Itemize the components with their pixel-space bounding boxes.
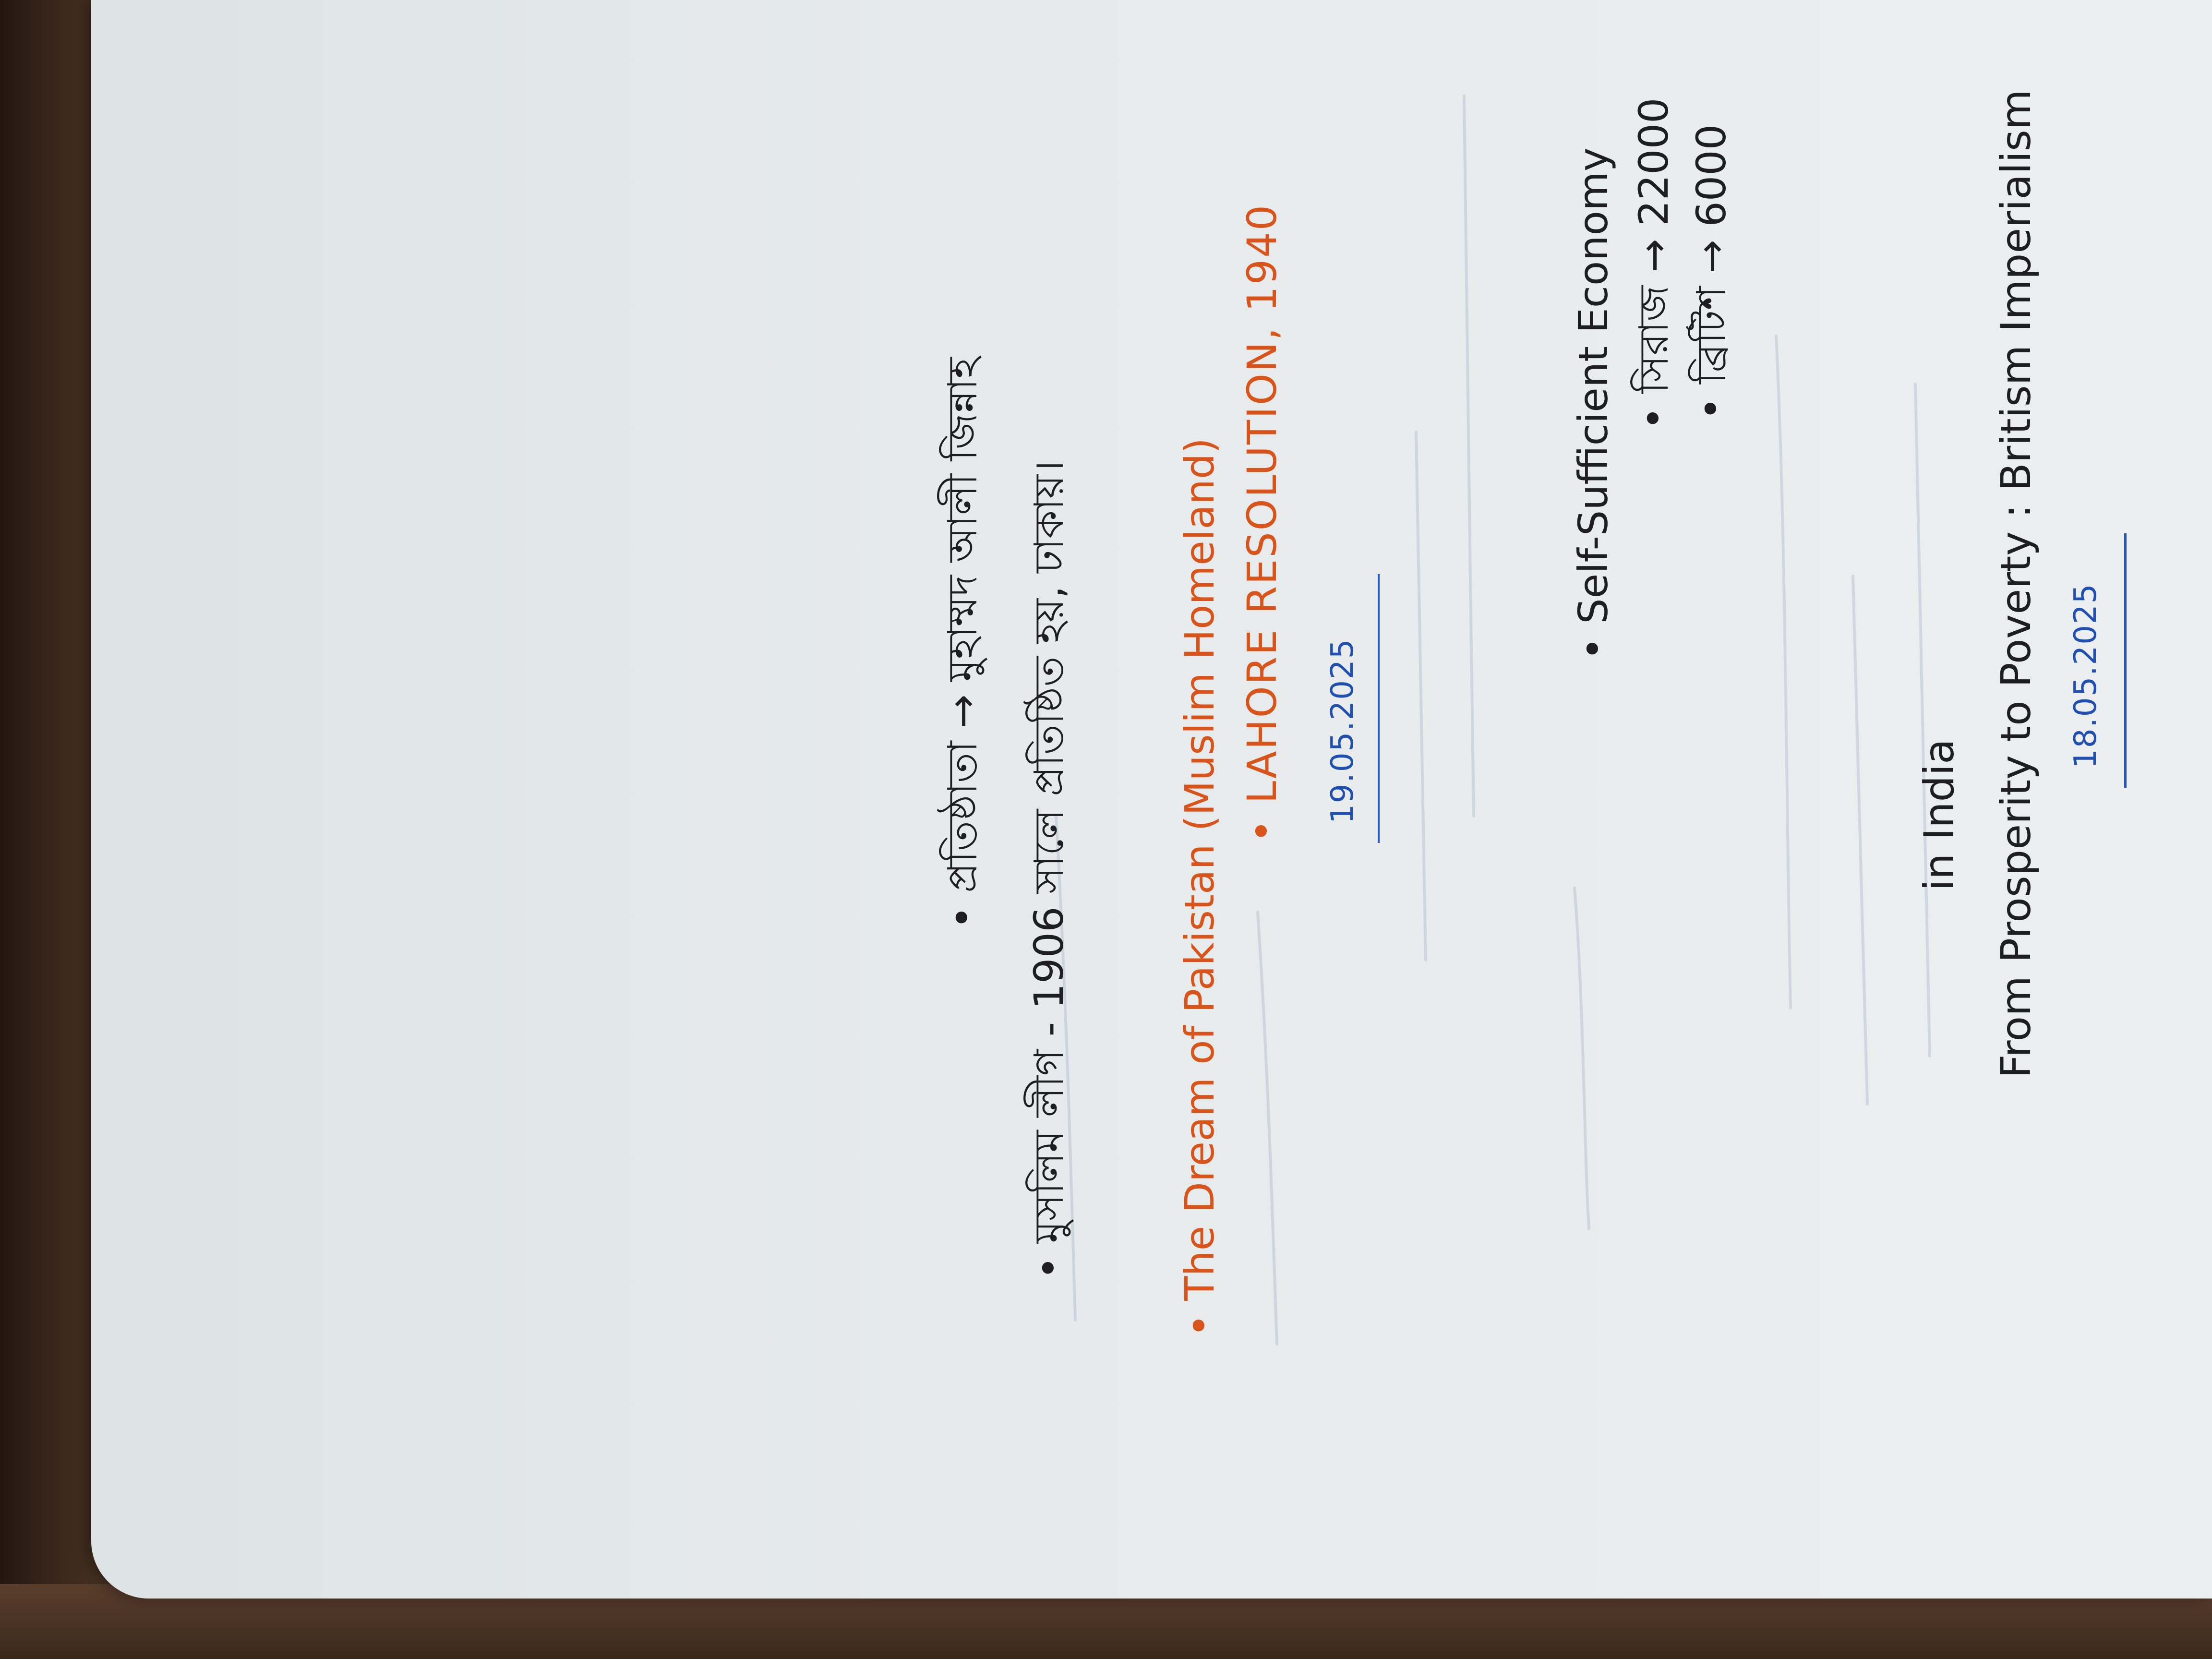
date-1: 18.05.2025 [2068,583,2104,769]
list-item: • সিরাজ → 22000 [1630,97,1677,430]
lahore-resolution-heading: • LAHORE RESOLUTION, 1940 [1238,203,1286,843]
list-item: • মুসলিম লীগ - 1906 সালে প্রতিষ্ঠিত হয়, ঢাকায়। [1025,460,1072,1280]
list-item: • প্রতিষ্ঠাতা → মুহাম্মদ আলী জিন্নাহ [939,357,986,929]
page-title: From Prosperity to Poverty : Britism Imperialism [1992,89,2040,1078]
date-1-underline [2124,533,2127,788]
page-title-line-2: in India [1915,739,1963,891]
pakistan-dream-subheading: • The Dream of Pakistan (Muslim Homeland) [1176,437,1223,1337]
list-item: • Self-Sufficient Economy [1570,147,1617,661]
list-item: • ব্রিটিশ → 6000 [1688,124,1735,421]
date-2-underline [1378,574,1380,843]
date-2: 19.05.2025 [1325,638,1360,824]
